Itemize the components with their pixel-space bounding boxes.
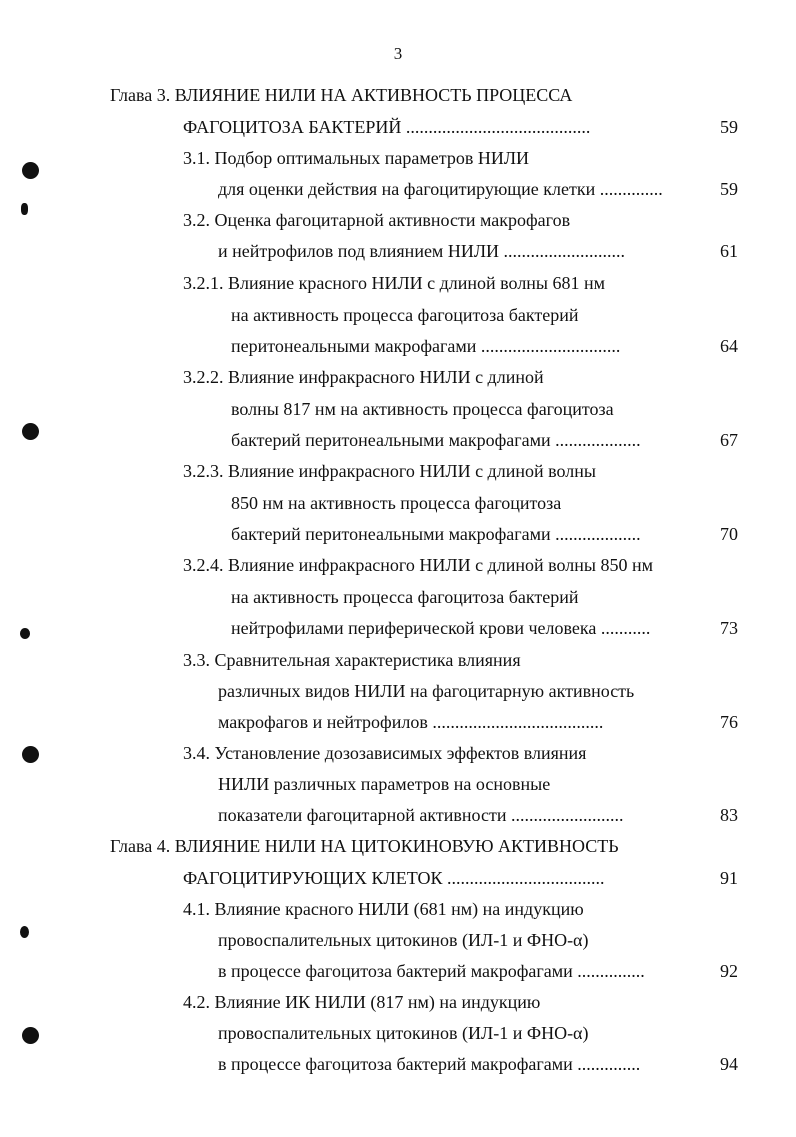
page-number: 3 [393,44,403,63]
toc-entry-title: 3.4. Установление дозозависимых эффектов влияния [183,743,587,763]
binder-hole [22,162,39,179]
toc-entry-title: волны 817 нм на активность процесса фагоцитоза [231,399,614,419]
toc-entry-title: показатели фагоцитарной активности ......................... [218,805,624,825]
toc-entry-title: нейтрофилами периферической крови человека ........... [231,618,651,638]
toc-entry-title: ФАГОЦИТОЗА БАКТЕРИЙ ......................................... [183,117,591,137]
toc-entry-title: бактерий перитонеальными макрофагами ................... [231,524,641,544]
toc-entry-title: провоспалительных цитокинов (ИЛ-1 и ФНО-α) [218,930,589,950]
toc-page-number: 61 [720,241,738,261]
toc-page-number: 92 [720,961,738,981]
toc-entry-title: 3.2. Оценка фагоцитарной активности макрофагов [183,210,571,230]
toc-entry-title: 4.2. Влияние ИК НИЛИ (817 нм) на индукцию [183,992,541,1012]
toc-page-number: 73 [720,618,738,638]
toc-entry-title: 3.2.1. Влияние красного НИЛИ с длиной волны 681 нм [183,273,606,293]
toc-entry-title: Глава 4. ВЛИЯНИЕ НИЛИ НА ЦИТОКИНОВУЮ АКТИВНОСТЬ [110,836,619,856]
toc-entry-title: 3.2.4. Влияние инфракрасного НИЛИ с длиной волны 850 нм [183,555,653,575]
toc-page-number: 67 [720,430,738,450]
binder-hole [22,746,39,763]
toc-page-number: 59 [720,117,738,137]
toc-entry-title: провоспалительных цитокинов (ИЛ-1 и ФНО-α) [218,1023,589,1043]
toc-entry-title: 4.1. Влияние красного НИЛИ (681 нм) на индукцию [183,899,584,919]
toc-page-number: 70 [720,524,738,544]
toc-entry-title: НИЛИ различных параметров на основные [218,774,551,794]
toc-page-number: 83 [720,805,738,825]
binder-hole [22,423,39,440]
toc-entry-title: и нейтрофилов под влиянием НИЛИ ........................... [218,241,626,261]
toc-page-number: 59 [720,179,738,199]
binder-hole [20,628,30,639]
toc-page-number: 64 [720,336,738,356]
toc-entry-title: на активность процесса фагоцитоза бактерий [231,587,579,607]
toc-entry-title: различных видов НИЛИ на фагоцитарную активность [218,681,635,701]
binder-hole [21,203,28,215]
toc-entry-title: 3.2.2. Влияние инфракрасного НИЛИ с длиной [183,367,544,387]
toc-entry-title: 3.2.3. Влияние инфракрасного НИЛИ с длиной волны [183,461,596,481]
toc-page-number: 91 [720,868,738,888]
toc-entry-title: ФАГОЦИТИРУЮЩИХ КЛЕТОК ................................... [183,868,605,888]
binder-hole [22,1027,39,1044]
binder-hole [20,926,29,938]
toc-entry-title: в процессе фагоцитоза бактерий макрофагами .............. [218,1054,641,1074]
toc-entry-title: макрофагов и нейтрофилов ...................................... [218,712,604,732]
toc-page-number: 76 [720,712,738,732]
toc-entry-title: бактерий перитонеальными макрофагами ................... [231,430,641,450]
toc-entry-title: в процессе фагоцитоза бактерий макрофагами ............... [218,961,645,981]
toc-entry-title: 3.1. Подбор оптимальных параметров НИЛИ [183,148,530,168]
toc-entry-title: для оценки действия на фагоцитирующие клетки .............. [218,179,663,199]
toc-entry-title: Глава 3. ВЛИЯНИЕ НИЛИ НА АКТИВНОСТЬ ПРОЦЕССА [110,85,573,105]
toc-entry-title: перитонеальными макрофагами ............................... [231,336,621,356]
toc-page-number: 94 [720,1054,738,1074]
toc-entry-title: на активность процесса фагоцитоза бактерий [231,305,579,325]
toc-entry-title: 3.3. Сравнительная характеристика влияния [183,650,521,670]
toc-entry-title: 850 нм на активность процесса фагоцитоза [231,493,562,513]
